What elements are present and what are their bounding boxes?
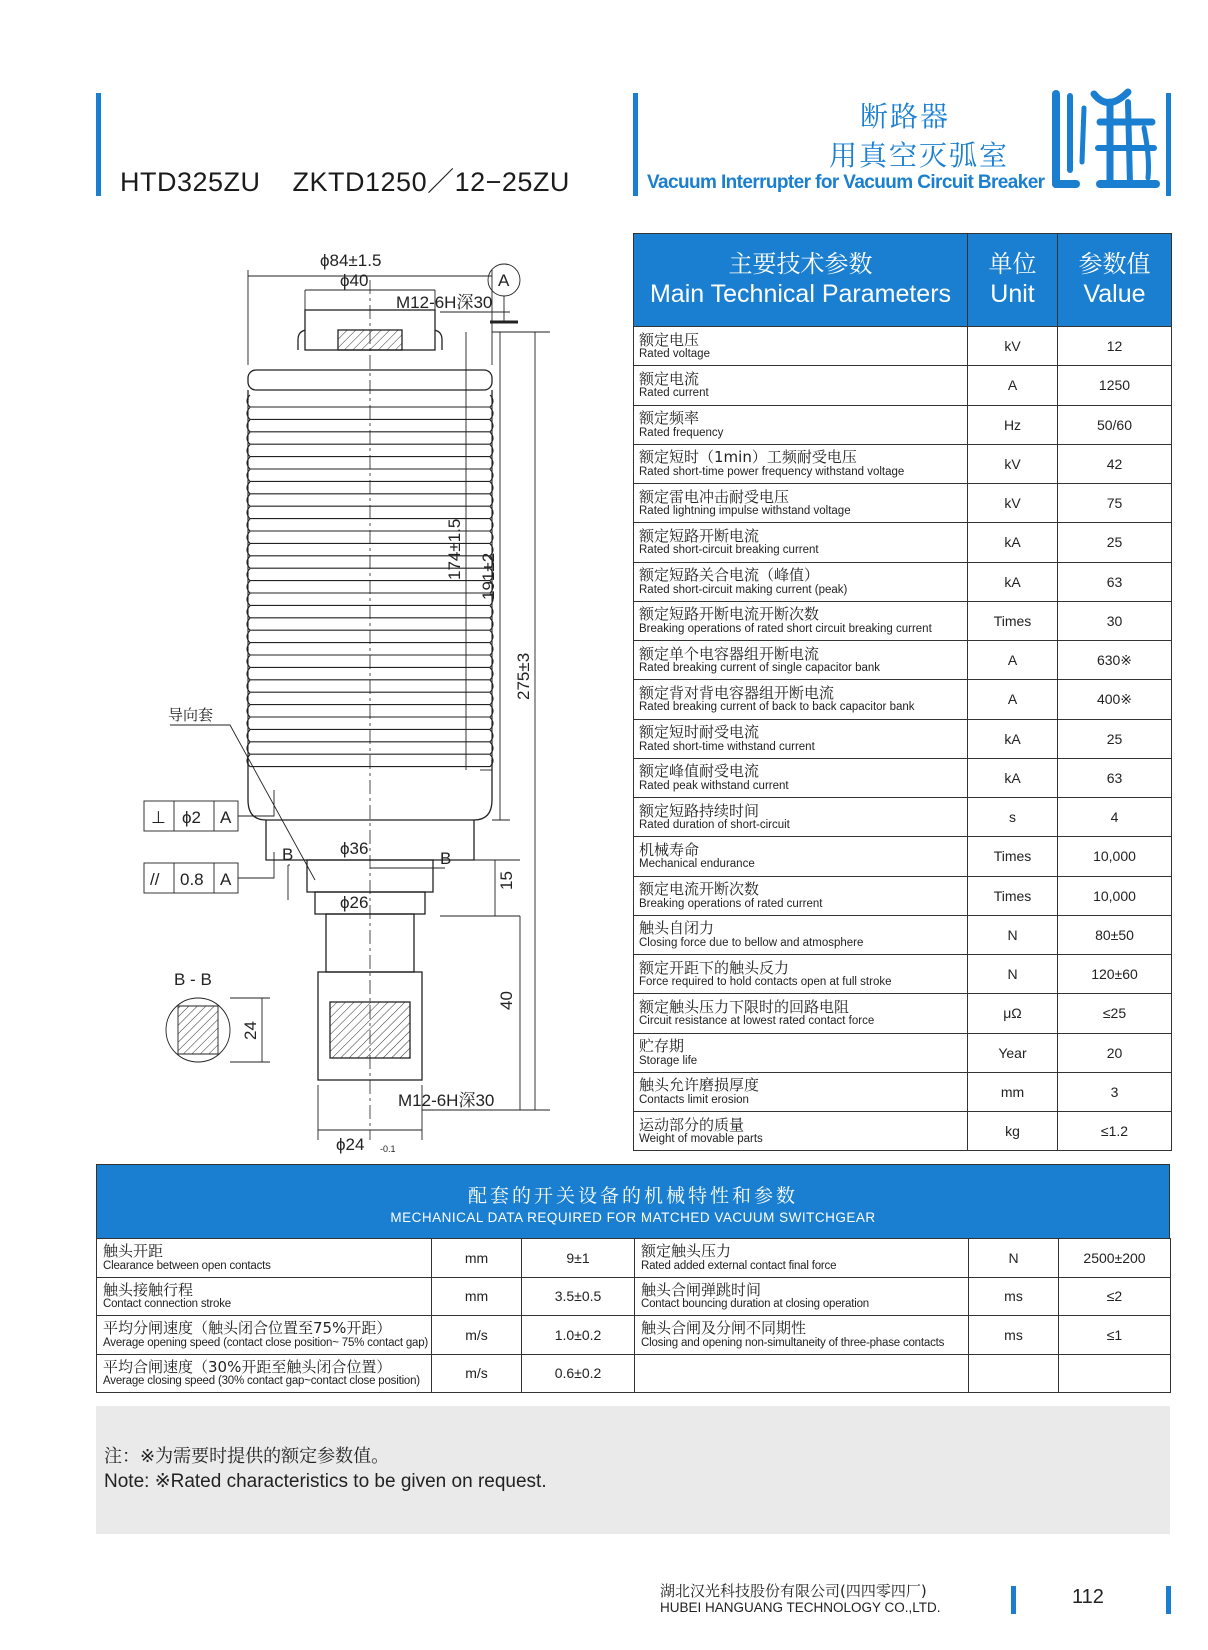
- perp-value: ϕ2: [182, 808, 201, 827]
- param-name-cell: [634, 719, 968, 758]
- parallel-symbol: //: [150, 870, 160, 889]
- table-row: [634, 405, 1172, 444]
- param-name-cell: [634, 955, 968, 994]
- param-value: 80±50: [1058, 915, 1172, 954]
- mech-param-name-cell: [97, 1316, 432, 1355]
- header-param-en: Main Technical Parameters: [649, 280, 952, 309]
- param-name-cn: 额定峰值耐受电流: [639, 762, 760, 781]
- param-name-en: Force required to hold contacts open at full stroke: [639, 976, 892, 989]
- company-logo-icon: [1048, 88, 1160, 190]
- mech-param-name-cn: 触头合闸弹跳时间: [641, 1280, 762, 1299]
- section-b-right: B: [440, 849, 452, 868]
- param-value: 120±60: [1058, 955, 1172, 994]
- mech-param-name-en: Contact bouncing duration at closing operation: [641, 1298, 869, 1311]
- param-unit: kA: [968, 758, 1058, 797]
- mech-param-unit: ms: [969, 1277, 1059, 1316]
- note-en: Note: ※Rated characteristics to be given on request.: [104, 1471, 547, 1492]
- param-name-en: Rated voltage: [639, 348, 710, 361]
- param-name-cell: [634, 523, 968, 562]
- mech-param-unit: m/s: [432, 1316, 522, 1355]
- param-unit: Times: [968, 601, 1058, 640]
- guide-sleeve-label: 导向套: [168, 706, 214, 724]
- parallel-value: 0.8: [180, 870, 204, 889]
- mech-param-name-cell: [635, 1354, 969, 1393]
- title-cn-line2: 用真空灭弧室: [829, 139, 1010, 172]
- param-name-cn: 触头允许磨损厚度: [639, 1076, 760, 1095]
- datum-a-label: A: [498, 271, 510, 290]
- param-name-cell: [634, 994, 968, 1033]
- technical-drawing: [140, 240, 620, 1160]
- param-unit: N: [968, 915, 1058, 954]
- mech-param-name-cell: [97, 1239, 432, 1278]
- mech-title-en: MECHANICAL DATA REQUIRED FOR MATCHED VACUUM SWITCHGEAR: [390, 1210, 876, 1225]
- mech-param-value: 0.6±0.2: [522, 1354, 635, 1393]
- perp-datum: A: [220, 808, 232, 827]
- param-unit: A: [968, 680, 1058, 719]
- dim-15: 15: [497, 871, 516, 890]
- param-value: 42: [1058, 444, 1172, 483]
- param-unit: Year: [968, 1033, 1058, 1072]
- param-name-cn: 额定雷电冲击耐受电压: [639, 487, 790, 506]
- param-name-en: Rated short-time power frequency withstand voltage: [639, 465, 905, 478]
- param-value: 75: [1058, 484, 1172, 523]
- param-unit: kV: [968, 484, 1058, 523]
- mech-param-name-cn: 触头合闸及分闸不同期性: [641, 1319, 807, 1338]
- table-row: [634, 994, 1172, 1033]
- main-parameters-table: [633, 233, 1172, 1151]
- section-b-left: B: [282, 845, 294, 864]
- dim-d26: ϕ26: [340, 893, 369, 912]
- model-title: HTD325ZU ZKTD1250／12−25ZU: [120, 167, 570, 197]
- table-row: [634, 327, 1172, 366]
- param-name-cell: [634, 915, 968, 954]
- param-name-en: Rated breaking current of single capacitor bank: [639, 662, 881, 675]
- mech-param-value: 2500±200: [1059, 1239, 1171, 1278]
- mech-table-header: [96, 1164, 1170, 1238]
- mech-param-name-cell: [635, 1239, 969, 1278]
- section-bb-label: B - B: [174, 970, 212, 989]
- note-cn: 注：※为需要时提供的额定参数值。: [104, 1446, 390, 1467]
- param-name-cn: 额定电压: [639, 330, 700, 349]
- param-name-en: Rated duration of short-circuit: [639, 819, 790, 832]
- param-name-cell: [634, 758, 968, 797]
- mech-param-name-en: Rated added external contact final force: [641, 1259, 837, 1272]
- dim-d84: ϕ84±1.5: [320, 251, 382, 270]
- param-name-cn: 额定电流: [639, 369, 700, 388]
- param-name-cell: [634, 876, 968, 915]
- mech-param-unit: ms: [969, 1316, 1059, 1355]
- note-box: [96, 1406, 1170, 1534]
- param-value: 50/60: [1058, 405, 1172, 444]
- mech-param-name-cell: [97, 1354, 432, 1393]
- mech-param-unit: [969, 1354, 1059, 1393]
- param-name-cn: 额定电流开断次数: [639, 880, 760, 899]
- param-name-en: Circuit resistance at lowest rated contact force: [639, 1015, 875, 1028]
- param-name-cell: [634, 680, 968, 719]
- header-value-cn: 参数值: [1078, 250, 1151, 279]
- param-name-cn: 运动部分的质量: [639, 1115, 745, 1134]
- dim-d24: ϕ24: [336, 1135, 365, 1154]
- title-cn-line1: 断路器: [860, 100, 951, 133]
- param-name-cell: [634, 1072, 968, 1111]
- footer-bar-left: [1011, 1586, 1016, 1614]
- param-name-cn: 额定单个电容器组开断电流: [639, 644, 820, 663]
- table-row: [97, 1316, 1171, 1355]
- param-unit: kV: [968, 327, 1058, 366]
- param-name-cell: [634, 1112, 968, 1151]
- param-value: 10,000: [1058, 876, 1172, 915]
- param-name-cell: [634, 1033, 968, 1072]
- dim-191: 191±2: [479, 552, 498, 600]
- param-value: 63: [1058, 562, 1172, 601]
- footer-company-en: HUBEI HANGUANG TECHNOLOGY CO.,LTD.: [660, 1600, 941, 1615]
- table-row: [634, 955, 1172, 994]
- table-row: [634, 719, 1172, 758]
- param-name-cn: 额定开距下的触头反力: [639, 958, 790, 977]
- mech-param-name-cn: 平均合闸速度（30%开距至触头闭合位置）: [103, 1357, 392, 1376]
- param-value: 400※: [1058, 680, 1172, 719]
- param-name-en: Storage life: [639, 1054, 698, 1067]
- header-parameters: [634, 234, 968, 327]
- mech-param-name-cell: [635, 1277, 969, 1316]
- param-name-cell: [634, 837, 968, 876]
- param-value: ≤25: [1058, 994, 1172, 1033]
- table-row: [634, 837, 1172, 876]
- param-value: 12: [1058, 327, 1172, 366]
- table-row: [634, 641, 1172, 680]
- header-param-cn: 主要技术参数: [728, 250, 873, 279]
- param-unit: Times: [968, 837, 1058, 876]
- param-name-cn: 额定频率: [639, 409, 700, 428]
- table-row: [97, 1277, 1171, 1316]
- param-name-en: Breaking operations of rated current: [639, 897, 823, 910]
- table-row: [634, 1072, 1172, 1111]
- table-row: [97, 1239, 1171, 1278]
- mech-param-name-cn: 平均分闸速度（触头闭合位置至75%开距）: [103, 1319, 392, 1338]
- mechanical-data-table: [96, 1238, 1171, 1393]
- mech-param-value: [1059, 1354, 1171, 1393]
- dim-d40: ϕ40: [340, 271, 369, 290]
- mech-param-value: 9±1: [522, 1239, 635, 1278]
- dim-d24-tolerance: -0.1: [380, 1144, 396, 1154]
- param-unit: mm: [968, 1072, 1058, 1111]
- param-name-cn: 额定短时耐受电流: [639, 723, 760, 742]
- param-name-cn: 额定短路持续时间: [639, 801, 760, 820]
- param-unit: μΩ: [968, 994, 1058, 1033]
- param-name-en: Rated current: [639, 387, 709, 400]
- mech-param-value: 1.0±0.2: [522, 1316, 635, 1355]
- dim-275: 275±3: [514, 652, 533, 700]
- parallel-datum: A: [220, 870, 232, 889]
- mech-param-name-en: Average opening speed (contact close position~ 75% contact gap): [103, 1336, 429, 1349]
- table-row: [634, 915, 1172, 954]
- mech-param-name-cell: [97, 1277, 432, 1316]
- param-name-en: Rated lightning impulse withstand voltage: [639, 505, 851, 518]
- table-row: [634, 366, 1172, 405]
- thread-top-label: M12-6H深30: [396, 293, 493, 312]
- param-name-en: Mechanical endurance: [639, 858, 755, 871]
- param-value: 1250: [1058, 366, 1172, 405]
- param-name-cell: [634, 484, 968, 523]
- param-name-cell: [634, 601, 968, 640]
- param-name-en: Rated breaking current of back to back capacitor bank: [639, 701, 915, 714]
- table-row: [97, 1354, 1171, 1393]
- header-mid-bar: [633, 93, 638, 196]
- mech-param-name-cn: 触头开距: [103, 1242, 164, 1261]
- param-value: 25: [1058, 523, 1172, 562]
- table-row: [634, 758, 1172, 797]
- param-name-cn: 贮存期: [639, 1037, 685, 1056]
- param-value: 63: [1058, 758, 1172, 797]
- dim-d36: ϕ36: [340, 839, 369, 858]
- mech-param-unit: mm: [432, 1239, 522, 1278]
- param-name-cn: 触头自闭力: [639, 919, 715, 938]
- header-left-bar: [96, 93, 101, 196]
- header-value: [1058, 234, 1172, 327]
- param-value: 20: [1058, 1033, 1172, 1072]
- table-row: [634, 601, 1172, 640]
- mech-param-name-en: Contact connection stroke: [103, 1298, 231, 1311]
- param-name-cn: 机械寿命: [639, 840, 700, 859]
- param-unit: kV: [968, 444, 1058, 483]
- param-unit: kA: [968, 523, 1058, 562]
- param-name-cell: [634, 444, 968, 483]
- mech-param-name-en: Clearance between open contacts: [103, 1259, 271, 1272]
- thread-bottom-label: M12-6H深30: [398, 1091, 495, 1110]
- mech-param-value: ≤2: [1059, 1277, 1171, 1316]
- header-unit-cn: 单位: [988, 250, 1037, 279]
- param-name-cn: 额定触头压力下限时的回路电阻: [639, 997, 850, 1016]
- table-row: [634, 484, 1172, 523]
- mech-param-value: 3.5±0.5: [522, 1277, 635, 1316]
- param-unit: Times: [968, 876, 1058, 915]
- param-value: ≤1.2: [1058, 1112, 1172, 1151]
- param-name-en: Weight of movable parts: [639, 1133, 763, 1146]
- header-unit: [968, 234, 1058, 327]
- mech-param-name-cn: 额定触头压力: [641, 1242, 732, 1261]
- mech-param-name-cell: [635, 1316, 969, 1355]
- param-unit: s: [968, 798, 1058, 837]
- param-name-en: Breaking operations of rated short circuit breaking current: [639, 622, 932, 635]
- param-name-cn: 额定短路开断电流: [639, 526, 760, 545]
- dim-174: 174±1.5: [445, 518, 464, 580]
- footer-bar-right: [1166, 1586, 1171, 1614]
- mech-param-unit: mm: [432, 1277, 522, 1316]
- mech-param-unit: N: [969, 1239, 1059, 1278]
- header-right-bar: [1166, 93, 1171, 196]
- param-unit: N: [968, 955, 1058, 994]
- param-name-cell: [634, 562, 968, 601]
- header-value-en: Value: [1083, 280, 1146, 309]
- param-unit: kA: [968, 562, 1058, 601]
- title-en: Vacuum Interrupter for Vacuum Circuit Breaker: [647, 172, 1045, 193]
- param-name-cell: [634, 327, 968, 366]
- param-value: 10,000: [1058, 837, 1172, 876]
- param-value: 630※: [1058, 641, 1172, 680]
- main-table-header: [634, 234, 1172, 327]
- param-name-en: Contacts limit erosion: [639, 1093, 749, 1106]
- mech-param-unit: m/s: [432, 1354, 522, 1393]
- param-unit: A: [968, 366, 1058, 405]
- param-name-cn: 额定短路关合电流（峰值）: [639, 566, 820, 585]
- table-row: [634, 1033, 1172, 1072]
- table-row: [634, 444, 1172, 483]
- param-name-cn: 额定短时（1min）工频耐受电压: [639, 448, 857, 467]
- param-unit: kA: [968, 719, 1058, 758]
- param-value: 25: [1058, 719, 1172, 758]
- mech-param-name-en: Average closing speed (30% contact gap~contact close position): [103, 1375, 420, 1388]
- param-value: 30: [1058, 601, 1172, 640]
- param-name-en: Closing force due to bellow and atmosphere: [639, 936, 864, 949]
- param-name-en: Rated frequency: [639, 426, 724, 439]
- page-number: 112: [1072, 1586, 1104, 1608]
- param-name-en: Rated short-circuit making current (peak): [639, 583, 848, 596]
- table-row: [634, 876, 1172, 915]
- mech-param-value: ≤1: [1059, 1316, 1171, 1355]
- mech-title-cn: 配套的开关设备的机械特性和参数: [467, 1185, 798, 1207]
- table-row: [634, 1112, 1172, 1151]
- param-unit: Hz: [968, 405, 1058, 444]
- table-row: [634, 798, 1172, 837]
- mech-param-name-cn: 触头接触行程: [103, 1280, 194, 1299]
- param-name-en: Rated short-circuit breaking current: [639, 544, 819, 557]
- param-name-cell: [634, 798, 968, 837]
- param-name-en: Rated peak withstand current: [639, 779, 789, 792]
- param-name-cell: [634, 366, 968, 405]
- dim-40: 40: [497, 991, 516, 1010]
- param-name-cn: 额定背对背电容器组开断电流: [639, 683, 835, 702]
- param-unit: kg: [968, 1112, 1058, 1151]
- header-unit-en: Unit: [990, 280, 1035, 309]
- param-name-en: Rated short-time withstand current: [639, 740, 815, 753]
- param-unit: A: [968, 641, 1058, 680]
- mech-param-name-en: Closing and opening non-simultaneity of three-phase contacts: [641, 1336, 945, 1349]
- perp-symbol: ⊥: [151, 808, 166, 827]
- dim-24: 24: [241, 1021, 260, 1040]
- param-name-cell: [634, 405, 968, 444]
- footer-company-cn: 湖北汉光科技股份有限公司(四四零四厂): [660, 1582, 927, 1600]
- param-name-cn: 额定短路开断电流开断次数: [639, 605, 820, 624]
- table-row: [634, 562, 1172, 601]
- param-value: 3: [1058, 1072, 1172, 1111]
- table-row: [634, 523, 1172, 562]
- param-value: 4: [1058, 798, 1172, 837]
- table-row: [634, 680, 1172, 719]
- param-name-cell: [634, 641, 968, 680]
